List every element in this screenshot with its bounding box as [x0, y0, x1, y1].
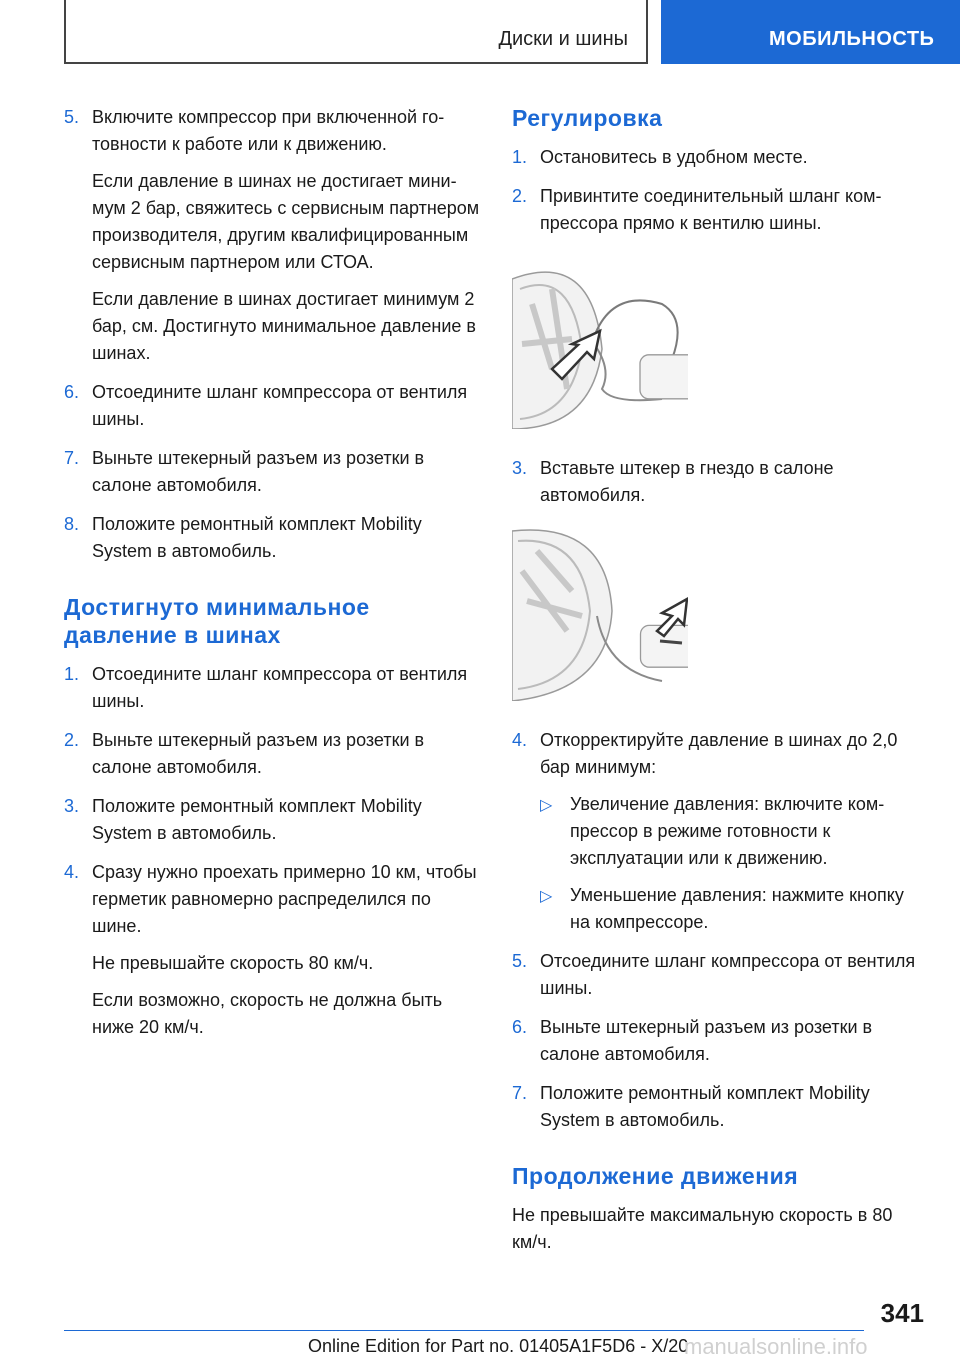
step-number: 4. [512, 730, 528, 750]
page-number: 341 [880, 1298, 924, 1328]
step-number: 7. [64, 448, 80, 468]
step-1 [64, 661, 480, 715]
step-number: 3. [512, 458, 528, 478]
step-text: Привинтите соединительный шланг компрессора прямо к вентилю шины. [540, 186, 882, 233]
step-text: Если давление в шинах достигает минимум 2 бар, см. Достигнуто минимальное давление в шинах. [92, 289, 476, 363]
step-number: 3. [64, 796, 80, 816]
step-number: 2. [64, 730, 80, 750]
step-text: Не превышайте скорость 80 км/ч. [92, 953, 374, 973]
edition-note: Online Edition for Part no. 01405A1F5D6 - X/20 [308, 1336, 689, 1356]
compressor-socket-figure [512, 521, 688, 701]
section-heading-min-pressure: Достигнуто минимальное давление в шинах [64, 594, 370, 648]
step-text: Сразу нужно проехать примерно 10 км, чтобы герметик равномерно распределился по шине. [92, 862, 477, 936]
step-text: Включите компрессор при включенной готовности к работе или к движению. [92, 107, 445, 154]
sub-item-increase [540, 791, 922, 872]
section-heading-continue-driving: Продолжение движения [512, 1163, 799, 1189]
step-2 [64, 727, 480, 781]
compressor-valve-figure [512, 249, 688, 429]
step-text: Положите ремонтный комплект Mobility System в автомобиль. [92, 514, 422, 561]
step-number: 5. [64, 107, 80, 127]
step-7 [512, 1080, 922, 1134]
section-title: Диски и шины [498, 28, 628, 50]
step-text: Отсоедините шланг компрессора от вентиля шины. [92, 664, 468, 711]
chapter-tab [661, 0, 960, 64]
triangle-right-icon: ▷ [540, 797, 553, 814]
step-6 [512, 1014, 922, 1068]
left-column [64, 104, 480, 1053]
step-number: 7. [512, 1083, 528, 1103]
step-6 [64, 379, 480, 433]
page-header [0, 0, 960, 66]
step-2 [512, 183, 922, 237]
step-text: Выньте штекерный разъем из розетки в салоне автомобиля. [92, 448, 425, 495]
step-1 [512, 144, 922, 171]
step-text: Выньте штекерный разъем из розетки в салоне автомобиля. [540, 1017, 873, 1064]
step-text: Если возможно, скорость не должна быть ниже 20 км/ч. [92, 990, 443, 1037]
step-8 [64, 511, 480, 565]
sub-item-text: Увеличение давления: включите компрессор в режиме готовности к эксплуатации или к движению. [570, 794, 885, 868]
watermark-text: manualsonline.info [684, 1334, 868, 1359]
step-number: 1. [512, 147, 528, 167]
step-number: 2. [512, 186, 528, 206]
step-text: Положите ремонтный комплект Mobility System в автомобиль. [540, 1083, 870, 1130]
step-text: Отсоедините шланг компрессора от вентиля шины. [540, 951, 916, 998]
sub-item-text: Уменьшение давления: нажмите кнопку на компрессоре. [570, 885, 904, 932]
step-text: Остановитесь в удобном месте. [540, 147, 808, 167]
step-text: Отсоедините шланг компрессора от вентиля шины. [92, 382, 468, 429]
step-number: 6. [512, 1017, 528, 1037]
step-number: 4. [64, 862, 80, 882]
section-header-box [64, 0, 648, 64]
step-number: 1. [64, 664, 80, 684]
step-text: Вставьте штекер в гнездо в салоне автомобиля. [540, 458, 834, 505]
step-5 [512, 948, 922, 1002]
step-4 [64, 859, 480, 1041]
section-heading-adjustment: Регулировка [512, 105, 663, 131]
step-3 [64, 793, 480, 847]
step-text: Если давление в шинах не достигает минимум 2 бар, свяжитесь с сервисным партнером производителя, другим квалифицированным сервисным партнером или СТОА. [92, 171, 480, 272]
step-number: 6. [64, 382, 80, 402]
step-number: 8. [64, 514, 80, 534]
step-5 [64, 104, 480, 367]
step-text: Выньте штекерный разъем из розетки в салоне автомобиля. [92, 730, 425, 777]
step-text: Положите ремонтный комплект Mobility System в автомобиль. [92, 796, 422, 843]
sub-item-decrease [540, 882, 922, 936]
step-3 [512, 455, 922, 509]
step-7 [64, 445, 480, 499]
step-text: Откорректируйте давление в шинах до 2,0 бар минимум: [540, 730, 898, 777]
right-column [512, 104, 922, 1256]
footer-divider [64, 1330, 864, 1331]
triangle-right-icon: ▷ [540, 888, 553, 905]
step-number: 5. [512, 951, 528, 971]
step-4 [512, 727, 922, 936]
continue-driving-text: Не превышайте максимальную скорость в 80 км/ч. [512, 1205, 893, 1252]
chapter-title: МОБИЛЬНОСТЬ [769, 28, 935, 50]
